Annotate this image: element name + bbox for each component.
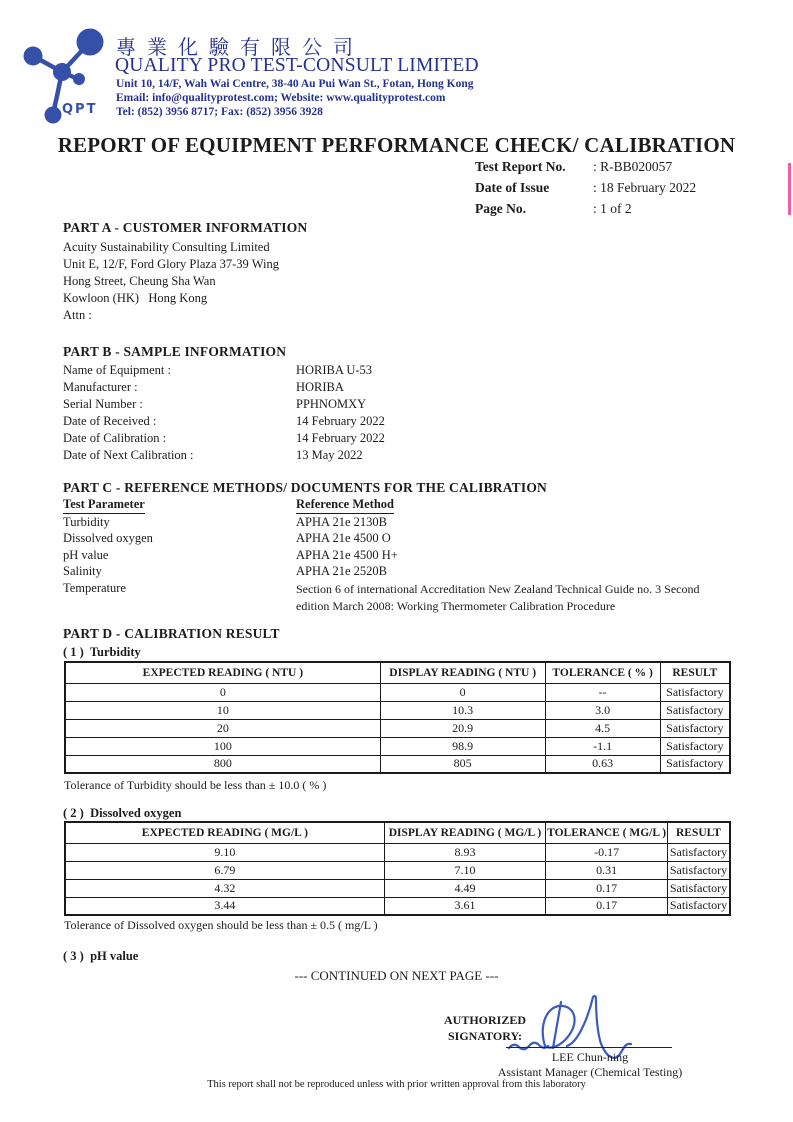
table-cell: 805 (380, 755, 545, 773)
table-cell: Satisfactory (660, 719, 730, 737)
date-received-label: Date of Received : (63, 414, 157, 428)
param-turbidity: Turbidity (63, 515, 110, 529)
scan-artifact-line (788, 163, 791, 215)
authorized-label-line2: SIGNATORY: (447, 1029, 523, 1043)
table-cell: -1.1 (545, 737, 660, 755)
date-calibration-value: 14 February 2022 (296, 431, 385, 445)
table-cell: Satisfactory (660, 737, 730, 755)
manufacturer-label: Manufacturer : (63, 380, 138, 394)
company-molecule-logo (12, 26, 108, 130)
company-address: Unit 10, 14/F, Wah Wai Centre, 38-40 Au Pui Wan St., Fotan, Hong Kong (116, 78, 474, 90)
date-next-calibration-value: 13 May 2022 (296, 448, 363, 462)
serial-number-label: Serial Number : (63, 397, 143, 411)
date-next-calibration-label: Date of Next Calibration : (63, 448, 194, 462)
table-cell: 7.10 (384, 861, 546, 879)
table-cell: -0.17 (546, 843, 668, 861)
equipment-name-label: Name of Equipment : (63, 363, 171, 377)
company-phone: Tel: (852) 3956 8717; Fax: (852) 3956 3928 (116, 106, 323, 118)
param-salinity: Salinity (63, 564, 102, 578)
dissolved-oxygen-table (64, 821, 731, 916)
page-number-label: Page No. (475, 201, 526, 216)
document-title: REPORT OF EQUIPMENT PERFORMANCE CHECK/ CALIBRATION (57, 133, 736, 157)
table-cell: 9.10 (65, 843, 384, 861)
turbidity-table (64, 661, 731, 774)
do-tolerance-note: Tolerance of Dissolved oxygen should be less than ± 0.5 ( mg/L ) (64, 918, 378, 932)
table-cell: 20 (65, 719, 380, 737)
part-c-heading: PART C - REFERENCE METHODS/ DOCUMENTS FOR THE CALIBRATION (63, 480, 547, 495)
date-of-issue-value: : 18 February 2022 (593, 180, 697, 195)
do-col-expected: EXPECTED READING ( MG/L ) (65, 822, 384, 843)
table-cell: 0.17 (546, 879, 668, 897)
do-col-tolerance: TOLERANCE ( MG/L ) (546, 822, 668, 843)
table-cell: 0 (380, 683, 545, 701)
table-row (65, 683, 730, 701)
reproduction-disclaimer: This report shall not be reproduced unless with prior written approval from this laboratory (207, 1079, 586, 1090)
table-cell: 98.9 (380, 737, 545, 755)
table-row (65, 701, 730, 719)
turbidity-col-tolerance: TOLERANCE ( % ) (545, 662, 660, 683)
do-col-result: RESULT (667, 822, 730, 843)
method-dissolved-oxygen: APHA 21e 4500 O (296, 531, 391, 545)
table-cell: 4.32 (65, 879, 384, 897)
customer-address-line2: Hong Street, Cheung Sha Wan (63, 274, 216, 288)
customer-address-line1: Unit E, 12/F, Ford Glory Plaza 37-39 Wing (63, 257, 279, 271)
table-row (65, 897, 730, 915)
table-cell: -- (545, 683, 660, 701)
table-cell: 20.9 (380, 719, 545, 737)
logo-qpt-text: QPT (62, 102, 98, 117)
turbidity-col-expected: EXPECTED READING ( NTU ) (65, 662, 380, 683)
page-number-value: : 1 of 2 (593, 201, 632, 216)
method-temperature: Section 6 of international Accreditation New Zealand Technical Guide no. 3 Second edition March 2008: Working Thermometer Calibration Procedure (296, 582, 700, 613)
table-cell: 10 (65, 701, 380, 719)
turbidity-col-display: DISPLAY READING ( NTU ) (380, 662, 545, 683)
signatory-name: LEE Chun-ning (551, 1050, 629, 1064)
ph-section-heading: ( 3 ) pH value (63, 949, 139, 963)
company-name-english: QUALITY PRO TEST-CONSULT LIMITED (115, 55, 479, 76)
table-cell: 4.5 (545, 719, 660, 737)
param-dissolved-oxygen: Dissolved oxygen (63, 531, 153, 545)
table-cell: Satisfactory (667, 861, 730, 879)
customer-attn: Attn : (63, 308, 92, 322)
date-calibration-label: Date of Calibration : (63, 431, 167, 445)
table-row (65, 755, 730, 773)
do-header-row (65, 822, 730, 843)
table-cell: 0.17 (546, 897, 668, 915)
turbidity-col-result: RESULT (660, 662, 730, 683)
table-cell: 6.79 (65, 861, 384, 879)
table-cell: Satisfactory (660, 683, 730, 701)
turbidity-header-row (65, 662, 730, 683)
signatory-title: Assistant Manager (Chemical Testing) (497, 1065, 683, 1079)
test-parameter-column-header: Test Parameter (63, 497, 145, 514)
company-name-chinese: 專業化驗有限公司 (116, 37, 364, 59)
table-row (65, 879, 730, 897)
turbidity-tolerance-note: Tolerance of Turbidity should be less than ± 10.0 ( % ) (64, 778, 327, 792)
table-cell: Satisfactory (667, 879, 730, 897)
date-of-issue-label: Date of Issue (475, 180, 550, 195)
table-cell: 3.0 (545, 701, 660, 719)
part-b-heading: PART B - SAMPLE INFORMATION (63, 344, 287, 359)
equipment-name-value: HORIBA U-53 (296, 363, 373, 377)
table-cell: Satisfactory (667, 897, 730, 915)
continued-on-next-page: --- CONTINUED ON NEXT PAGE --- (294, 968, 499, 983)
signature-line (506, 1047, 672, 1048)
page-number-row (475, 201, 775, 217)
report-number-value: : R-BB020057 (593, 159, 673, 174)
date-received-value: 14 February 2022 (296, 414, 385, 428)
table-cell: 10.3 (380, 701, 545, 719)
serial-number-value: PPHNOMXY (296, 397, 367, 411)
table-cell: 8.93 (384, 843, 546, 861)
table-cell: 3.61 (384, 897, 546, 915)
table-cell: 0 (65, 683, 380, 701)
reference-method-column-header: Reference Method (296, 497, 394, 514)
table-row (65, 861, 730, 879)
param-temperature: Temperature (63, 581, 126, 595)
table-row (65, 737, 730, 755)
param-ph-value: pH value (63, 548, 109, 562)
report-number-label: Test Report No. (475, 159, 566, 174)
authorized-label-line1: AUTHORIZED (443, 1013, 526, 1027)
method-turbidity: APHA 21e 2130B (296, 515, 387, 529)
table-cell: 3.44 (65, 897, 384, 915)
manufacturer-value: HORIBA (296, 380, 344, 394)
dissolved-oxygen-section-heading: ( 2 ) Dissolved oxygen (63, 806, 182, 820)
turbidity-section-heading: ( 1 ) Turbidity (63, 645, 141, 659)
part-a-heading: PART A - CUSTOMER INFORMATION (63, 220, 308, 235)
table-cell: Satisfactory (660, 755, 730, 773)
method-salinity: APHA 21e 2520B (296, 564, 387, 578)
table-cell: 800 (65, 755, 380, 773)
table-row (65, 719, 730, 737)
table-cell: Satisfactory (667, 843, 730, 861)
customer-address-line3: Kowloon (HK) Hong Kong (63, 291, 208, 305)
part-d-heading: PART D - CALIBRATION RESULT (63, 626, 280, 641)
date-of-issue-row (475, 180, 775, 196)
table-cell: Satisfactory (660, 701, 730, 719)
report-number-row (475, 159, 775, 175)
table-row (65, 843, 730, 861)
company-contact: Email: info@qualityprotest.com; Website: www.qualityprotest.com (116, 92, 446, 104)
table-cell: 4.49 (384, 879, 546, 897)
method-ph-value: APHA 21e 4500 H+ (296, 548, 398, 562)
table-cell: 100 (65, 737, 380, 755)
do-col-display: DISPLAY READING ( MG/L ) (384, 822, 546, 843)
customer-name: Acuity Sustainability Consulting Limited (63, 240, 270, 254)
table-cell: 0.31 (546, 861, 668, 879)
table-cell: 0.63 (545, 755, 660, 773)
